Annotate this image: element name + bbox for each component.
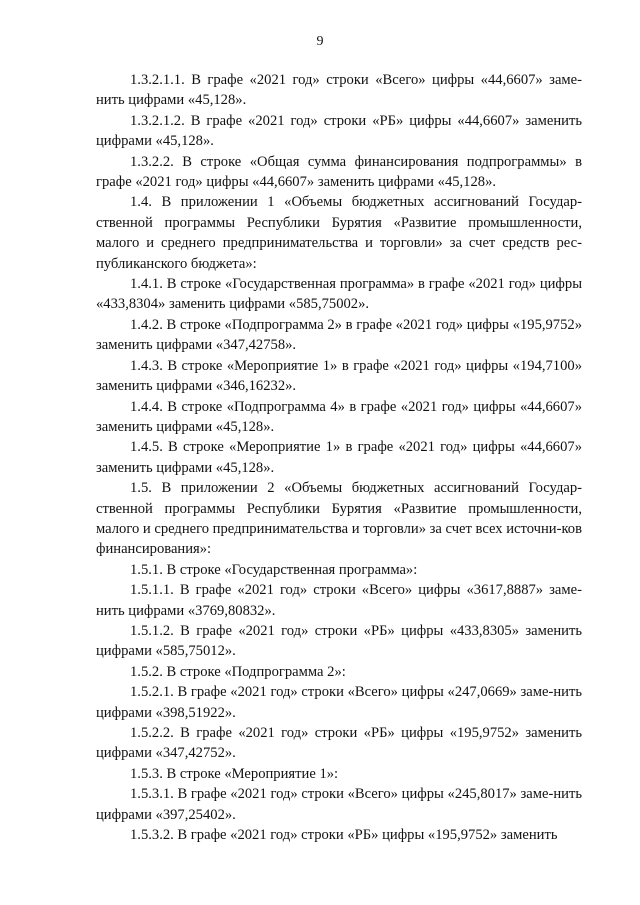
- paragraph: 1.5.3.1. В графе «2021 год» строки «Всего» цифры «245,8017» заме-нить цифрами «397,25402».: [96, 786, 582, 823]
- paragraph: 1.5.1.2. В графе «2021 год» строки «РБ» цифры «433,8305» заменить цифрами «585,75012».: [96, 622, 582, 660]
- paragraph: 1.5.2.1. В графе «2021 год» строки «Всего» цифры «247,0669» заме-нить цифрами «398,51922».: [96, 684, 582, 721]
- paragraph: 1.3.2.1.1. В графе «2021 год» строки «Всего» цифры «44,6607» заме-нить цифрами «45,128».: [96, 72, 582, 109]
- paragraph: 1.4.2. В строке «Подпрограмма 2» в графе «2021 год» цифры «195,9752» заменить цифрами «347,42758».: [96, 316, 582, 354]
- paragraph: 1.3.2.1.2. В графе «2021 год» строки «РБ» цифры «44,6607» заменить цифрами «45,128».: [96, 112, 582, 150]
- paragraph: 1.4.5. В строке «Мероприятие 1» в графе «2021 год» цифры «44,6607» заменить цифрами «45,128».: [96, 439, 582, 476]
- paragraph: 1.5.1.1. В графе «2021 год» строки «Всего» цифры «3617,8887» заме-нить цифрами «3769,80832».: [96, 582, 582, 619]
- paragraph: 1.5. В приложении 2 «Объемы бюджетных ассигнований Государ-ственной программы Республики Бурятия «Развитие промышленности, малого и среднего предпринимательства и торговли» за счет всех источни-ков финансирования»:: [96, 480, 582, 558]
- paragraph: 1.4. В приложении 1 «Объемы бюджетных ассигнований Государ-ственной программы Республики Бурятия «Развитие промышленности, малого и среднего предпринимательства и торговли» за счет средств рес-публиканского бюджета»:: [96, 194, 582, 272]
- paragraph: 1.5.2.2. В графе «2021 год» строки «РБ» цифры «195,9752» заменить цифрами «347,42752».: [96, 725, 582, 762]
- body-text: [96, 70, 582, 845]
- paragraph: 1.5.3.2. В графе «2021 год» строки «РБ» цифры «195,9752» заменить: [130, 827, 558, 844]
- paragraph: 1.5.1. В строке «Государственная программа»:: [130, 561, 418, 578]
- paragraph: 1.5.2. В строке «Подпрограмма 2»:: [130, 663, 346, 680]
- paragraph: 1.4.1. В строке «Государственная программа» в графе «2021 год» цифры «433,8304» заменить цифрами «585,75002».: [96, 276, 582, 313]
- paragraph: 1.5.3. В строке «Мероприятие 1»:: [130, 765, 339, 782]
- paragraph: 1.4.4. В строке «Подпрограмма 4» в графе «2021 год» цифры «44,6607» заменить цифрами «45,128».: [96, 398, 582, 435]
- paragraph: 1.4.3. В строке «Мероприятие 1» в графе «2021 год» цифры «194,7100» заменить цифрами «346,16232».: [96, 357, 582, 395]
- paragraph: 1.3.2.2. В строке «Общая сумма финансирования подпрограммы» в графе «2021 год» цифры «44,6607» заменить цифрами «45,128».: [96, 153, 582, 191]
- page-number: 9: [316, 34, 324, 49]
